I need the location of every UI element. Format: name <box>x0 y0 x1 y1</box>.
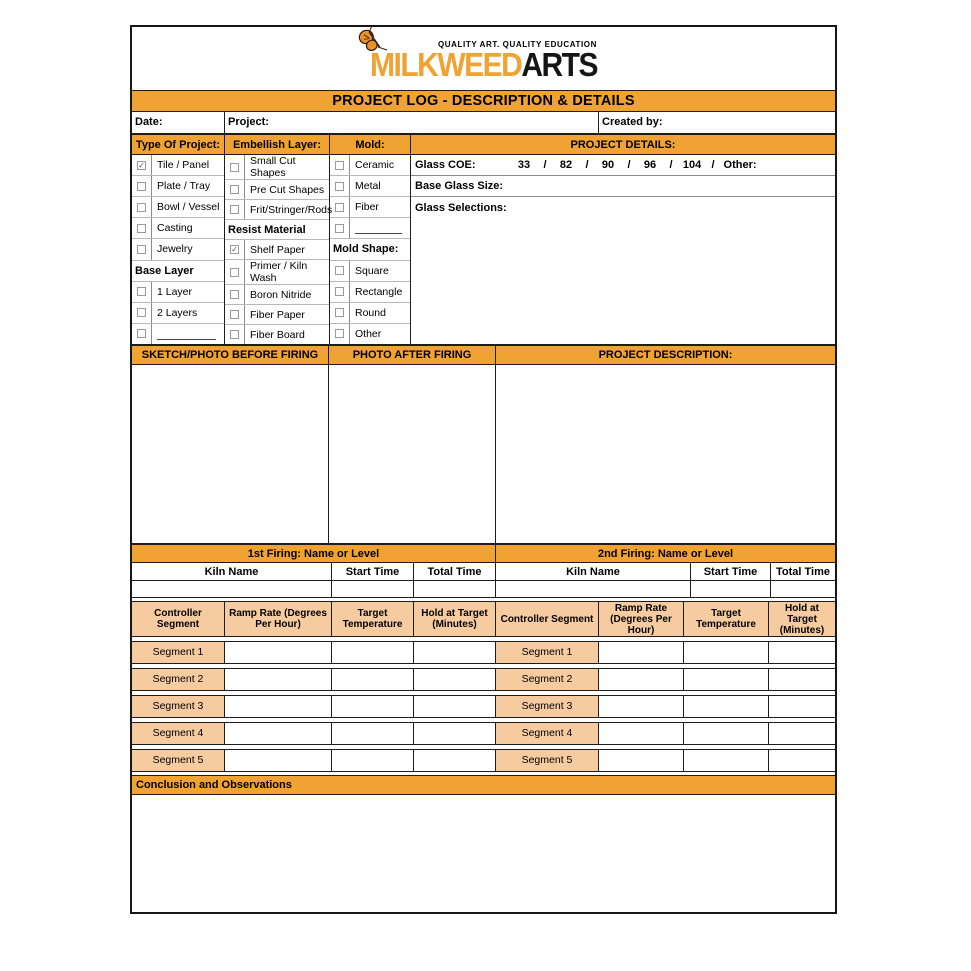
segment-input-cell[interactable] <box>599 696 684 717</box>
subheader-label: Base Layer <box>135 264 194 277</box>
coe-90: 90 <box>601 159 615 171</box>
checkbox-casting[interactable] <box>132 218 152 238</box>
coe-slash: / <box>711 159 715 171</box>
option-jewelry <box>132 239 224 260</box>
target-temperature-header-left: Target Temperature <box>332 602 414 636</box>
glass-selections-label: Glass Selections: <box>415 201 507 214</box>
checkbox-base-layer-other[interactable] <box>132 324 152 344</box>
option-other-shape <box>330 324 410 344</box>
project-description-box[interactable] <box>496 365 835 543</box>
option-square <box>330 261 410 282</box>
option-mold-other-blank <box>330 218 410 239</box>
checkbox-shelf-paper[interactable] <box>225 240 245 259</box>
kiln-name-input-right[interactable] <box>496 581 691 597</box>
segment-input-cell[interactable] <box>769 642 835 663</box>
checkbox-mark: ✓ <box>138 160 145 170</box>
base-glass-size-field[interactable] <box>411 176 835 197</box>
option-frit-stringer-rods <box>225 200 333 220</box>
segment-label: Segment 2 <box>132 669 225 690</box>
logo-wordmark <box>370 46 597 84</box>
segment-input-cell[interactable] <box>769 696 835 717</box>
coe-slash: / <box>585 159 589 171</box>
option-label: Plate / Tray <box>157 180 211 193</box>
option-label: Pre Cut Shapes <box>250 183 325 196</box>
segment-label: Segment 4 <box>132 723 225 744</box>
glass-selections-area[interactable] <box>411 218 835 344</box>
kiln-header-row <box>132 563 835 581</box>
option-label: Metal <box>355 180 381 193</box>
second-firing-header: 2nd Firing: Name or Level <box>597 547 734 560</box>
mold-column <box>330 155 411 344</box>
date-label: Date: <box>135 116 163 128</box>
segment-input-cell[interactable] <box>225 696 332 717</box>
project-label: Project: <box>228 116 269 128</box>
photo-boxes-row <box>132 365 835 544</box>
option-label: Fiber Board <box>250 328 305 341</box>
option-label: Rectangle <box>355 285 403 298</box>
segment-table-header-row <box>132 601 835 637</box>
segment-input-cell[interactable] <box>414 642 496 663</box>
segment-input-cell[interactable] <box>332 642 414 663</box>
project-log-form <box>130 25 837 914</box>
kiln-name-header-left: Kiln Name <box>132 563 332 580</box>
checkbox-mark <box>137 287 146 296</box>
project-description-header: PROJECT DESCRIPTION: <box>598 349 733 361</box>
checkbox-mark <box>230 205 239 214</box>
segment-label: Segment 5 <box>132 750 225 771</box>
segment-input-cell[interactable] <box>684 669 769 690</box>
checkbox-mark <box>230 163 239 172</box>
hold-at-target-header-right: Hold at Target (Minutes) <box>769 602 835 636</box>
segment-label: Segment 4 <box>496 723 599 744</box>
total-time-input-right[interactable] <box>771 581 835 597</box>
total-time-header-left: Total Time <box>414 563 496 580</box>
checkbox-pre-cut-shapes[interactable] <box>225 180 245 199</box>
checkbox-jewelry[interactable] <box>132 239 152 259</box>
segment-input-cell[interactable] <box>599 723 684 744</box>
subheader-label: Mold Shape: <box>333 243 399 256</box>
mold-shape-subheader <box>330 239 410 260</box>
segment-input-cell[interactable] <box>414 696 496 717</box>
checkbox-mark <box>335 203 344 212</box>
milkweed-arts-logo <box>370 40 597 84</box>
glass-coe-label: Glass COE: <box>415 159 476 171</box>
created-by-field[interactable] <box>599 112 835 133</box>
checkbox-1-layer[interactable] <box>132 282 152 302</box>
option-label: 2 Layers <box>157 306 198 319</box>
option-fiber-board <box>225 325 329 344</box>
segment-row-1 <box>132 641 835 664</box>
conclusion-header: Conclusion and Observations <box>132 775 835 795</box>
checkbox-mark <box>230 290 239 299</box>
option-plate-tray <box>132 176 224 197</box>
segment-input-cell[interactable] <box>684 750 769 771</box>
total-time-header-right: Total Time <box>776 565 830 578</box>
option-bowl-vessel <box>132 197 224 218</box>
ramp-rate-header-right: Ramp Rate (Degrees Per Hour) <box>599 602 684 636</box>
option-label: 1 Layer <box>157 285 193 298</box>
option-label: Frit/Stringer/Rods <box>250 203 333 216</box>
start-time-input-left[interactable] <box>332 581 414 597</box>
kiln-name-input-left[interactable] <box>132 581 332 597</box>
segment-input-cell[interactable] <box>225 723 332 744</box>
checkbox-mark <box>230 185 239 194</box>
coe-slash: / <box>669 159 673 171</box>
project-details-header: PROJECT DETAILS: <box>570 138 676 151</box>
checkbox-bowl-vessel[interactable] <box>132 197 152 217</box>
checkbox-mark <box>137 329 146 338</box>
option-fiber <box>330 197 410 218</box>
coe-82: 82 <box>559 159 573 171</box>
segment-input-cell[interactable] <box>684 696 769 717</box>
checkbox-mark <box>335 182 344 191</box>
option-fiber-paper <box>225 305 329 325</box>
option-casting <box>132 218 224 239</box>
checkbox-mark <box>335 308 344 317</box>
checkbox-mark <box>335 329 344 338</box>
option-base-layer-other <box>132 324 224 344</box>
checkbox-boron-nitride[interactable] <box>225 285 245 304</box>
segment-input-cell[interactable] <box>332 750 414 771</box>
option-ceramic <box>330 155 410 176</box>
subheader-label: Resist Material <box>228 223 306 236</box>
segment-input-cell[interactable] <box>332 669 414 690</box>
checkbox-plate-tray[interactable] <box>132 176 152 196</box>
checkbox-fiber-board[interactable] <box>225 325 245 344</box>
segment-input-cell[interactable] <box>225 642 332 663</box>
sketch-before-header: SKETCH/PHOTO BEFORE FIRING <box>132 346 329 364</box>
option-shelf-paper <box>225 240 329 260</box>
checkbox-mark <box>137 203 146 212</box>
checkbox-mark <box>137 245 146 254</box>
checkbox-2-layers[interactable] <box>132 303 152 323</box>
checkbox-rectangle[interactable] <box>330 282 350 302</box>
checkbox-metal[interactable] <box>330 176 350 196</box>
checkbox-mark <box>335 161 344 170</box>
segment-row-4 <box>132 722 835 745</box>
option-rectangle <box>330 282 410 303</box>
logo-tagline: QUALITY ART. QUALITY EDUCATION <box>437 40 597 49</box>
start-time-input-right[interactable] <box>691 581 771 597</box>
checkbox-mark <box>230 310 239 319</box>
segment-row-3 <box>132 695 835 718</box>
segment-input-cell[interactable] <box>769 750 835 771</box>
option-primer-kiln-wash <box>225 260 329 285</box>
option-2-layers <box>132 303 224 324</box>
embellish-layer-column <box>225 155 333 344</box>
total-time-input-left[interactable] <box>414 581 496 597</box>
option-label: Jewelry <box>157 243 193 256</box>
checkbox-mark <box>137 224 146 233</box>
resist-material-subheader <box>225 220 329 240</box>
checkbox-frit-stringer-rods[interactable] <box>225 200 245 219</box>
project-field[interactable] <box>225 112 599 133</box>
checkbox-mark <box>335 224 344 233</box>
sketch-before-box[interactable] <box>132 365 329 543</box>
embellish-layer-header: Embellish Layer: <box>225 135 330 154</box>
logo-name-milkweed: MILKWEED <box>370 46 522 84</box>
option-label: Primer / Kiln Wash <box>250 260 308 284</box>
checkbox-mark <box>137 182 146 191</box>
coe-104: 104 <box>682 159 702 171</box>
segment-label: Segment 1 <box>132 642 225 663</box>
option-label: Fiber Paper <box>250 308 305 321</box>
target-temperature-header-right: Target Temperature <box>684 602 769 636</box>
segment-input-cell[interactable] <box>332 696 414 717</box>
option-tile-panel <box>132 155 224 176</box>
segment-input-cell[interactable] <box>769 669 835 690</box>
firing-header-row <box>132 544 835 563</box>
option-label: Other <box>355 327 382 340</box>
segment-label: Segment 5 <box>496 750 599 771</box>
checkbox-mark <box>230 268 239 277</box>
option-label: Boron Nitride <box>250 288 312 301</box>
option-1-layer <box>132 282 224 303</box>
write-in-line[interactable] <box>157 328 216 340</box>
kiln-values-row <box>132 581 835 598</box>
checkbox-mark <box>335 266 344 275</box>
date-field[interactable] <box>132 112 225 133</box>
checkbox-fiber-paper[interactable] <box>225 305 245 324</box>
logo-header <box>132 27 835 90</box>
option-metal <box>330 176 410 197</box>
checkbox-small-cut-shapes[interactable] <box>225 155 245 179</box>
base-layer-subheader <box>132 261 224 282</box>
segment-input-cell[interactable] <box>599 750 684 771</box>
option-pre-cut-shapes <box>225 180 329 200</box>
option-label: Fiber <box>355 201 379 214</box>
option-label: Bowl / Vessel <box>157 201 220 214</box>
segment-row-5 <box>132 749 835 772</box>
option-label: Tile / Panel <box>157 159 210 172</box>
type-of-project-column <box>132 155 225 344</box>
option-label: Ceramic <box>355 159 395 172</box>
options-grid <box>132 155 835 345</box>
checkbox-fiber[interactable] <box>330 197 350 217</box>
checkbox-mold-other[interactable] <box>330 218 350 238</box>
checkbox-ceramic[interactable] <box>330 155 350 175</box>
photo-after-box[interactable] <box>329 365 496 543</box>
coe-other-label: Other: <box>723 159 757 171</box>
photo-section-header-row <box>132 345 835 365</box>
segment-input-cell[interactable] <box>599 642 684 663</box>
segment-input-cell[interactable] <box>684 642 769 663</box>
segment-input-cell[interactable] <box>225 750 332 771</box>
hold-at-target-header-left: Hold at Target (Minutes) <box>414 602 496 636</box>
checkbox-tile-panel[interactable] <box>132 155 152 175</box>
checkbox-mark <box>230 330 239 339</box>
photo-after-header: PHOTO AFTER FIRING <box>329 346 496 364</box>
coe-96: 96 <box>643 159 657 171</box>
checkbox-mark: ✓ <box>231 245 238 254</box>
segment-input-cell[interactable] <box>414 723 496 744</box>
segment-input-cell[interactable] <box>684 723 769 744</box>
checkbox-other-shape[interactable] <box>330 324 350 344</box>
ramp-rate-header-left: Ramp Rate (Degrees Per Hour) <box>225 602 332 636</box>
segment-input-cell[interactable] <box>599 669 684 690</box>
info-row <box>132 112 835 134</box>
coe-33: 33 <box>517 159 531 171</box>
option-boron-nitride <box>225 285 329 305</box>
segment-label: Segment 3 <box>496 696 599 717</box>
option-label: Casting <box>157 222 193 235</box>
logo-name-arts: ARTS <box>521 46 597 84</box>
option-round <box>330 303 410 324</box>
segment-row-2 <box>132 668 835 691</box>
created-by-label: Created by: <box>602 116 663 128</box>
segment-label: Segment 2 <box>496 669 599 690</box>
project-details-column <box>411 155 835 344</box>
glass-coe-options <box>514 159 757 171</box>
controller-segment-header-left: Controller Segment <box>132 602 225 636</box>
base-glass-size-label: Base Glass Size: <box>415 180 504 192</box>
segment-input-cell[interactable] <box>414 750 496 771</box>
category-header-row <box>132 134 835 155</box>
option-label: Small Cut Shapes <box>250 155 296 179</box>
checkbox-square[interactable] <box>330 261 350 281</box>
checkbox-round[interactable] <box>330 303 350 323</box>
segment-input-cell[interactable] <box>225 669 332 690</box>
segment-input-cell[interactable] <box>769 723 835 744</box>
mold-header: Mold: <box>330 135 411 154</box>
segment-input-cell[interactable] <box>332 723 414 744</box>
coe-slash: / <box>543 159 547 171</box>
option-label: Shelf Paper <box>250 243 305 256</box>
segment-label: Segment 1 <box>496 642 599 663</box>
glass-coe-row <box>411 155 835 176</box>
coe-slash: / <box>627 159 631 171</box>
checkbox-mark <box>137 308 146 317</box>
checkbox-mark <box>335 287 344 296</box>
kiln-name-header-right: Kiln Name <box>496 563 691 580</box>
option-small-cut-shapes <box>225 155 329 180</box>
checkbox-primer-kiln-wash[interactable] <box>225 260 245 284</box>
start-time-header-left: Start Time <box>332 563 414 580</box>
option-label: Square <box>355 264 389 277</box>
write-in-line[interactable] <box>355 222 402 234</box>
segment-input-cell[interactable] <box>414 669 496 690</box>
page-title: PROJECT LOG - DESCRIPTION & DETAILS <box>132 90 835 112</box>
option-label: Round <box>355 306 386 319</box>
conclusion-notes-area[interactable] <box>132 795 835 912</box>
controller-segment-header-right: Controller Segment <box>496 602 599 636</box>
start-time-header-right: Start Time <box>691 563 771 580</box>
segment-label: Segment 3 <box>132 696 225 717</box>
type-of-project-header: Type Of Project: <box>132 135 225 154</box>
first-firing-header: 1st Firing: Name or Level <box>132 545 496 562</box>
